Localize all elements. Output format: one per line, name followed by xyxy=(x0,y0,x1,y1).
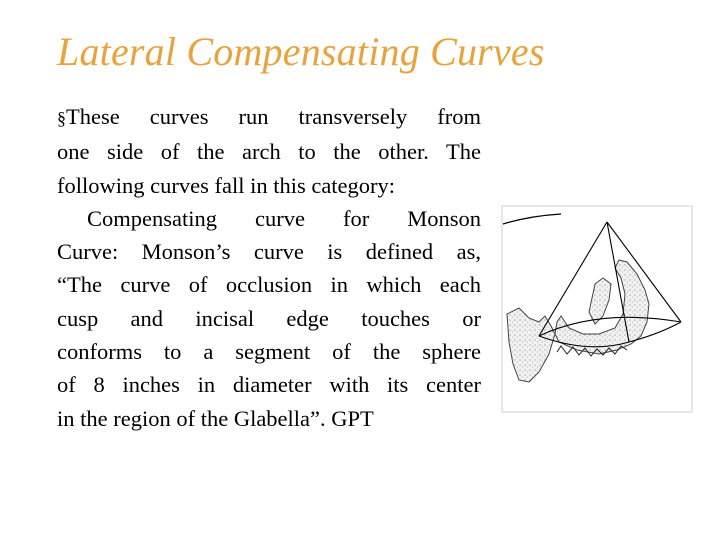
text-line-7: cusp and incisal edge touches or xyxy=(57,305,481,331)
text-line-4: Compensating curve for Monson xyxy=(87,205,481,231)
text-line-8: conforms to a segment of the sphere xyxy=(57,339,481,365)
body-text xyxy=(57,100,481,435)
text-line-10: in the region of the Glabella”. GPT xyxy=(57,405,374,431)
text-line-2: one side of the arch to the other. The xyxy=(57,139,481,165)
slide-title: Lateral Compensating Curves xyxy=(57,29,545,74)
mandible-illustration xyxy=(499,204,695,414)
text-line-1: §These curves run transversely from xyxy=(57,104,481,129)
text-line-6: “The curve of occlusion in which each xyxy=(57,272,481,298)
text-line-9: of 8 inches in diameter with its center xyxy=(57,372,481,398)
text-line-3: following curves fall in this category: xyxy=(57,172,396,198)
bullet-icon: § xyxy=(57,108,66,128)
text-line-5: Curve: Monson’s curve is defined as, xyxy=(57,239,481,265)
